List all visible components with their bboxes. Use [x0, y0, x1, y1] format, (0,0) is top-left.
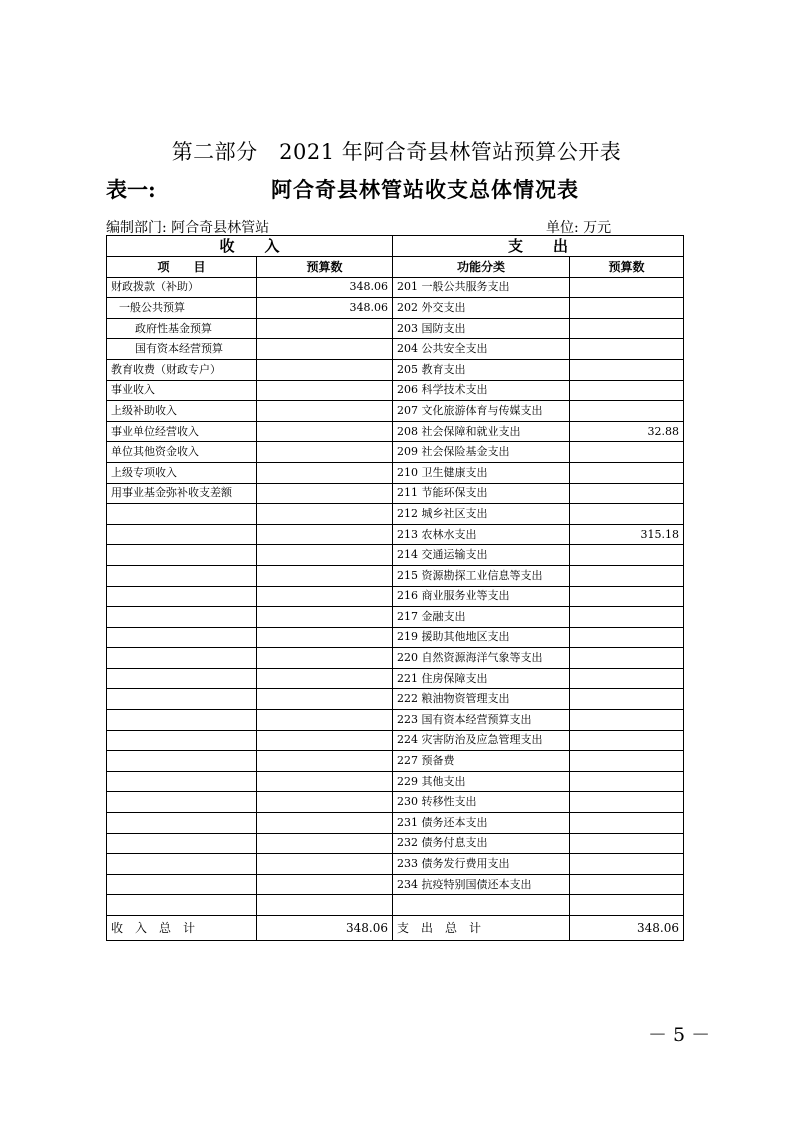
expense-category-cell: 233 债务发行费用支出 — [393, 854, 570, 875]
expense-budget-cell — [570, 833, 684, 854]
table-row — [107, 545, 684, 566]
column-header-category: 功能分类 — [393, 257, 570, 278]
income-budget-cell — [257, 874, 393, 895]
expense-budget-cell — [570, 751, 684, 772]
expense-budget-cell — [570, 874, 684, 895]
expense-budget-cell — [570, 483, 684, 504]
expense-total-value: 348.06 — [570, 916, 684, 941]
income-section-header: 收 入 — [107, 236, 393, 257]
expense-budget-cell — [570, 895, 684, 916]
table-row — [107, 730, 684, 751]
expense-total-label: 支 出 总 计 — [393, 916, 570, 941]
income-budget-cell — [257, 854, 393, 875]
expense-budget-cell — [570, 648, 684, 669]
table-row — [107, 565, 684, 586]
table-row — [107, 833, 684, 854]
income-item-cell: 事业单位经营收入 — [107, 421, 257, 442]
expense-budget-cell — [570, 813, 684, 834]
income-item-cell — [107, 751, 257, 772]
income-item-cell — [107, 813, 257, 834]
table-row — [107, 813, 684, 834]
expense-category-cell: 215 资源勘探工业信息等支出 — [393, 565, 570, 586]
income-item-cell — [107, 874, 257, 895]
table-row — [107, 607, 684, 628]
table-row — [107, 277, 684, 298]
expense-category-cell: 219 援助其他地区支出 — [393, 627, 570, 648]
income-budget-cell — [257, 648, 393, 669]
page-number: － 5 － — [648, 1024, 711, 1046]
income-budget-cell — [257, 545, 393, 566]
table-row — [107, 668, 684, 689]
expense-budget-cell — [570, 359, 684, 380]
income-item-cell: 事业收入 — [107, 380, 257, 401]
expense-category-cell: 212 城乡社区支出 — [393, 504, 570, 525]
table-row — [107, 771, 684, 792]
table-row — [107, 504, 684, 525]
income-budget-cell — [257, 586, 393, 607]
table-number: 表一: — [106, 177, 156, 202]
income-item-cell — [107, 627, 257, 648]
income-item-cell — [107, 710, 257, 731]
expense-category-cell: 201 一般公共服务支出 — [393, 277, 570, 298]
expense-category-cell: 205 教育支出 — [393, 359, 570, 380]
expense-budget-cell — [570, 771, 684, 792]
expense-category-cell: 231 债务还本支出 — [393, 813, 570, 834]
table-heading — [106, 174, 686, 206]
income-budget-cell — [257, 380, 393, 401]
table-row — [107, 895, 684, 916]
expense-budget-cell: 315.18 — [570, 524, 684, 545]
income-item-cell: 国有资本经营预算 — [107, 339, 257, 360]
income-budget-cell — [257, 627, 393, 648]
income-item-cell — [107, 524, 257, 545]
expense-category-cell: 203 国防支出 — [393, 318, 570, 339]
expense-budget-cell — [570, 689, 684, 710]
income-item-cell — [107, 689, 257, 710]
income-budget-cell — [257, 710, 393, 731]
expense-budget-cell — [570, 545, 684, 566]
table-row — [107, 854, 684, 875]
expense-category-cell: 214 交通运输支出 — [393, 545, 570, 566]
expense-budget-cell — [570, 442, 684, 463]
expense-budget-cell: 32.88 — [570, 421, 684, 442]
expense-budget-cell — [570, 380, 684, 401]
expense-budget-cell — [570, 504, 684, 525]
income-budget-cell — [257, 524, 393, 545]
unit-label: 单位: 万元 — [546, 220, 612, 236]
table-row — [107, 401, 684, 422]
table-row — [107, 524, 684, 545]
income-budget-cell — [257, 668, 393, 689]
income-budget-cell — [257, 504, 393, 525]
expense-budget-cell — [570, 730, 684, 751]
expense-category-cell: 209 社会保险基金支出 — [393, 442, 570, 463]
expense-section-header: 支 出 — [393, 236, 684, 257]
income-budget-cell — [257, 462, 393, 483]
compiling-department: 编制部门: 阿合奇县林管站 — [106, 220, 270, 236]
table-row — [107, 462, 684, 483]
expense-category-cell: 222 粮油物资管理支出 — [393, 689, 570, 710]
income-item-cell — [107, 504, 257, 525]
income-item-cell — [107, 607, 257, 628]
income-item-cell — [107, 586, 257, 607]
table-meta — [106, 217, 686, 235]
income-budget-cell — [257, 792, 393, 813]
table-row — [107, 874, 684, 895]
income-budget-cell — [257, 339, 393, 360]
income-item-cell: 单位其他资金收入 — [107, 442, 257, 463]
expense-category-cell: 206 科学技术支出 — [393, 380, 570, 401]
income-item-cell: 财政拨款（补助） — [107, 277, 257, 298]
table-row — [107, 359, 684, 380]
expense-category-cell: 207 文化旅游体育与传媒支出 — [393, 401, 570, 422]
expense-category-cell — [393, 895, 570, 916]
expense-budget-cell — [570, 710, 684, 731]
income-item-cell: 教育收费（财政专户） — [107, 359, 257, 380]
income-item-cell: 用事业基金弥补收支差额 — [107, 483, 257, 504]
column-header-row — [107, 257, 684, 278]
budget-table — [106, 235, 684, 941]
page-title: 第二部分 2021 年阿合奇县林管站预算公开表 — [171, 140, 622, 164]
table-row — [107, 751, 684, 772]
table-row — [107, 648, 684, 669]
income-budget-cell — [257, 318, 393, 339]
expense-budget-cell — [570, 277, 684, 298]
column-header-item: 项 目 — [107, 257, 257, 278]
income-item-cell — [107, 792, 257, 813]
income-budget-cell — [257, 401, 393, 422]
income-budget-cell — [257, 751, 393, 772]
expense-category-cell: 210 卫生健康支出 — [393, 462, 570, 483]
expense-budget-cell — [570, 792, 684, 813]
section-header-row — [107, 236, 684, 257]
expense-budget-cell — [570, 854, 684, 875]
table-row — [107, 710, 684, 731]
table-row — [107, 627, 684, 648]
income-item-cell — [107, 730, 257, 751]
expense-budget-cell — [570, 607, 684, 628]
table-row — [107, 689, 684, 710]
expense-category-cell: 232 债务付息支出 — [393, 833, 570, 854]
expense-category-cell: 230 转移性支出 — [393, 792, 570, 813]
income-budget-cell — [257, 442, 393, 463]
table-row — [107, 298, 684, 319]
income-item-cell — [107, 668, 257, 689]
expense-budget-cell — [570, 298, 684, 319]
expense-category-cell: 213 农林水支出 — [393, 524, 570, 545]
table-row — [107, 318, 684, 339]
income-budget-cell — [257, 730, 393, 751]
expense-category-cell: 211 节能环保支出 — [393, 483, 570, 504]
expense-budget-cell — [570, 586, 684, 607]
income-item-cell — [107, 895, 257, 916]
income-item-cell: 一般公共预算 — [107, 298, 257, 319]
table-row — [107, 421, 684, 442]
income-budget-cell: 348.06 — [257, 298, 393, 319]
income-budget-cell — [257, 771, 393, 792]
income-item-cell — [107, 565, 257, 586]
expense-category-cell: 220 自然资源海洋气象等支出 — [393, 648, 570, 669]
column-header-budget-income: 预算数 — [257, 257, 393, 278]
income-budget-cell: 348.06 — [257, 277, 393, 298]
totals-row — [107, 916, 684, 941]
expense-budget-cell — [570, 462, 684, 483]
income-budget-cell — [257, 813, 393, 834]
expense-budget-cell — [570, 565, 684, 586]
table-row — [107, 792, 684, 813]
expense-budget-cell — [570, 668, 684, 689]
income-budget-cell — [257, 483, 393, 504]
expense-budget-cell — [570, 401, 684, 422]
expense-category-cell: 204 公共安全支出 — [393, 339, 570, 360]
expense-category-cell: 223 国有资本经营预算支出 — [393, 710, 570, 731]
table-row — [107, 483, 684, 504]
expense-budget-cell — [570, 318, 684, 339]
expense-budget-cell — [570, 339, 684, 360]
income-item-cell — [107, 545, 257, 566]
income-item-cell — [107, 854, 257, 875]
income-total-value: 348.06 — [257, 916, 393, 941]
table-row — [107, 442, 684, 463]
expense-category-cell: 229 其他支出 — [393, 771, 570, 792]
income-budget-cell — [257, 895, 393, 916]
table-row — [107, 380, 684, 401]
income-budget-cell — [257, 833, 393, 854]
income-item-cell: 上级补助收入 — [107, 401, 257, 422]
expense-category-cell: 216 商业服务业等支出 — [393, 586, 570, 607]
income-item-cell: 上级专项收入 — [107, 462, 257, 483]
expense-category-cell: 217 金融支出 — [393, 607, 570, 628]
income-item-cell — [107, 771, 257, 792]
income-total-label: 收 入 总 计 — [107, 916, 257, 941]
income-item-cell — [107, 833, 257, 854]
income-budget-cell — [257, 607, 393, 628]
income-budget-cell — [257, 689, 393, 710]
expense-category-cell: 234 抗疫特别国债还本支出 — [393, 874, 570, 895]
expense-budget-cell — [570, 627, 684, 648]
expense-category-cell: 202 外交支出 — [393, 298, 570, 319]
expense-category-cell: 224 灾害防治及应急管理支出 — [393, 730, 570, 751]
income-item-cell: 政府性基金预算 — [107, 318, 257, 339]
table-row — [107, 586, 684, 607]
income-budget-cell — [257, 565, 393, 586]
expense-category-cell: 221 住房保障支出 — [393, 668, 570, 689]
column-header-budget-expense: 预算数 — [570, 257, 684, 278]
income-budget-cell — [257, 421, 393, 442]
income-item-cell — [107, 648, 257, 669]
income-budget-cell — [257, 359, 393, 380]
table-row — [107, 339, 684, 360]
table-title: 阿合奇县林管站收支总体情况表 — [271, 177, 579, 202]
expense-category-cell: 227 预备费 — [393, 751, 570, 772]
expense-category-cell: 208 社会保障和就业支出 — [393, 421, 570, 442]
